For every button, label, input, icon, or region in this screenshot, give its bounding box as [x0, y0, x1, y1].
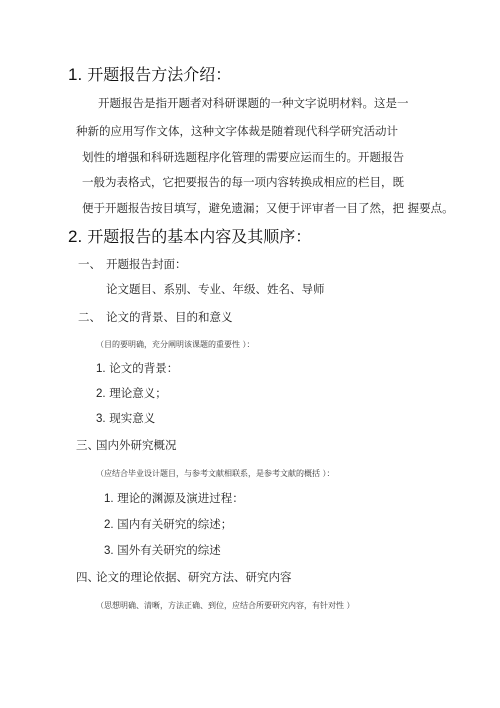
part-3-item-1 [104, 491, 244, 506]
part-3-item-3 [104, 543, 221, 558]
part-1-content: 论文题目、系别、专业、年级、姓名、导师 [106, 282, 325, 296]
part-3-item-3-number: 3. [104, 545, 114, 557]
paragraph-line-3: 划性的增强和科研选题程序化管理的需要应运而生的。开题报告 [82, 150, 404, 164]
part-2-item-2 [96, 386, 167, 401]
section-2-title: 开题报告的基本内容及其顺序： [87, 227, 312, 246]
part-2-label: 二、 [78, 310, 101, 324]
part-2-item-3-number: 3. [96, 413, 106, 425]
part-2-item-1-number: 1. [96, 363, 106, 375]
part-1-label: 一、 [78, 257, 101, 271]
section-2-number: 2. [68, 227, 83, 246]
section-1-heading [68, 65, 231, 85]
paragraph-line-5: 便于开题报告按目填写，避免遗漏；又便于评审者一目了然，把 握要点。 [82, 201, 454, 215]
part-2-item-1 [96, 361, 178, 376]
paragraph-line-4: 一般为表格式，它把要报告的每一项内容转换成相应的栏目，既 [82, 175, 404, 189]
paragraph-line-2: 种新的应用写作文体，这种文字体裁是随着现代科学研究活动计 [76, 124, 398, 138]
section-1-number: 1. [68, 65, 83, 84]
part-4-note: （思想明确、清晰，方法正确、到位，应结合所要研究内容，有针对性 ） [96, 601, 355, 610]
part-3-title: 国内外研究概况 [96, 438, 177, 452]
section-1-title: 开题报告方法介绍： [87, 65, 232, 84]
part-3-item-2 [104, 517, 232, 532]
part-3-label: 三、 [76, 438, 99, 452]
part-1-title: 开题报告封面： [106, 257, 187, 271]
part-2-note: （目的要明确，充分阐明该课题的重要性 ）： [96, 340, 255, 349]
part-3-item-1-text: 理论的渊源及演进过程： [117, 491, 244, 505]
part-3-item-2-text: 国内有关研究的综述； [117, 517, 233, 531]
part-3-item-2-number: 2. [104, 519, 114, 531]
part-4-label: 四、 [76, 570, 99, 584]
part-3-item-1-number: 1. [104, 493, 114, 505]
paragraph-line-1: 开题报告是指开题者对科研课题的一种文字说明材料。这是一 [98, 96, 409, 110]
part-2-item-2-number: 2. [96, 388, 106, 400]
part-3-item-3-text: 国外有关研究的综述 [117, 543, 221, 557]
part-4-title: 论文的理论依据、研究方法、研究内容 [96, 570, 292, 584]
part-2-item-2-text: 理论意义； [109, 386, 167, 400]
part-2-title: 论文的背景、目的和意义 [106, 310, 233, 324]
part-2-item-3 [96, 411, 155, 426]
section-2-heading [68, 227, 311, 247]
part-2-item-3-text: 现实意义 [109, 411, 156, 425]
part-2-item-1-text: 论文的背景： [109, 361, 179, 375]
part-3-note: （应结合毕业设计题目，与参考文献相联系，是参考文献的概括 ）： [96, 469, 335, 478]
